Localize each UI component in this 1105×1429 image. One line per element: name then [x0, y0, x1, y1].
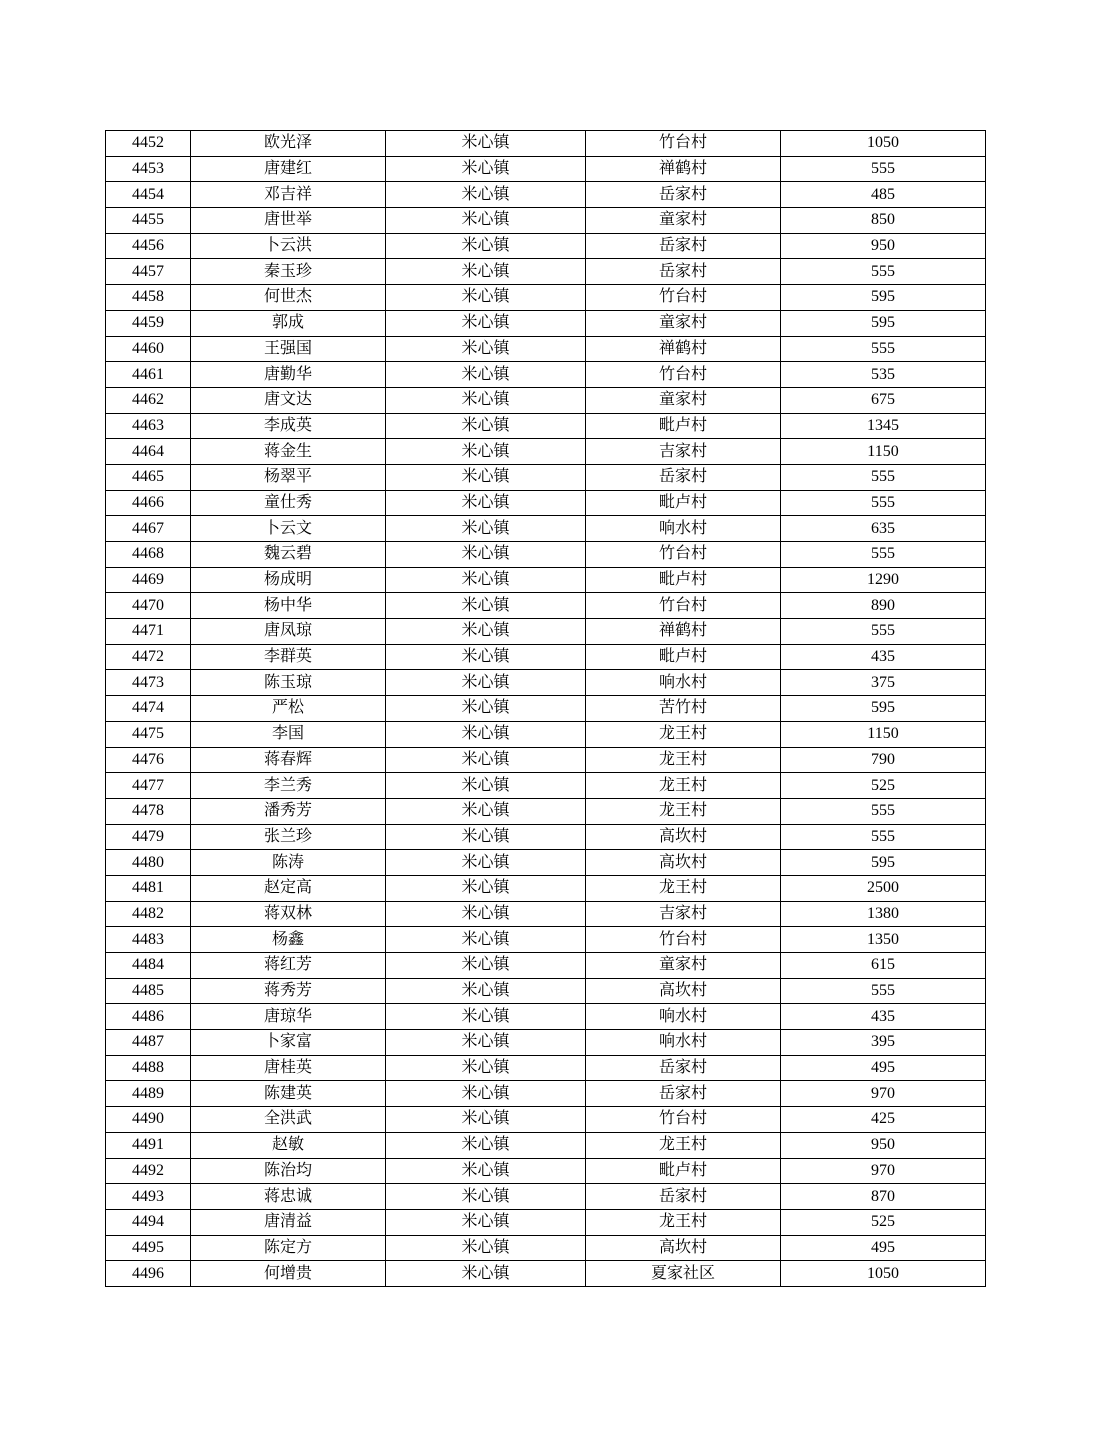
serial-number-cell: 4489: [106, 1081, 191, 1107]
town-cell: 米心镇: [386, 490, 586, 516]
village-cell: 毗卢村: [586, 413, 781, 439]
serial-number-cell: 4469: [106, 567, 191, 593]
town-cell: 米心镇: [386, 439, 586, 465]
amount-cell: 1345: [781, 413, 986, 439]
serial-number-cell: 4487: [106, 1030, 191, 1056]
town-cell: 米心镇: [386, 773, 586, 799]
village-cell: 竹台村: [586, 593, 781, 619]
table-row: [106, 1209, 986, 1235]
table-row: [106, 593, 986, 619]
village-cell: 岳家村: [586, 233, 781, 259]
table-row: [106, 619, 986, 645]
serial-number-cell: 4492: [106, 1158, 191, 1184]
town-cell: 米心镇: [386, 978, 586, 1004]
village-cell: 禅鹤村: [586, 336, 781, 362]
serial-number-cell: 4454: [106, 182, 191, 208]
town-cell: 米心镇: [386, 721, 586, 747]
serial-number-cell: 4488: [106, 1055, 191, 1081]
town-cell: 米心镇: [386, 131, 586, 157]
village-cell: 毗卢村: [586, 567, 781, 593]
village-cell: 响水村: [586, 670, 781, 696]
person-name-cell: 张兰珍: [191, 824, 386, 850]
person-name-cell: 魏云碧: [191, 542, 386, 568]
town-cell: 米心镇: [386, 413, 586, 439]
village-cell: 龙王村: [586, 1132, 781, 1158]
person-name-cell: 唐琼华: [191, 1004, 386, 1030]
person-name-cell: 秦玉珍: [191, 259, 386, 285]
town-cell: 米心镇: [386, 259, 586, 285]
table-row: [106, 567, 986, 593]
town-cell: 米心镇: [386, 516, 586, 542]
serial-number-cell: 4466: [106, 490, 191, 516]
village-cell: 禅鹤村: [586, 156, 781, 182]
person-name-cell: 何世杰: [191, 285, 386, 311]
table-row: [106, 824, 986, 850]
serial-number-cell: 4481: [106, 875, 191, 901]
person-name-cell: 欧光泽: [191, 131, 386, 157]
village-cell: 童家村: [586, 208, 781, 234]
serial-number-cell: 4455: [106, 208, 191, 234]
town-cell: 米心镇: [386, 182, 586, 208]
table-row: [106, 413, 986, 439]
town-cell: 米心镇: [386, 1107, 586, 1133]
person-name-cell: 唐勤华: [191, 362, 386, 388]
town-cell: 米心镇: [386, 1235, 586, 1261]
table-row: [106, 1030, 986, 1056]
village-cell: 夏家社区: [586, 1261, 781, 1287]
serial-number-cell: 4456: [106, 233, 191, 259]
village-cell: 高坎村: [586, 1235, 781, 1261]
table-row: [106, 773, 986, 799]
table-row: [106, 875, 986, 901]
serial-number-cell: 4479: [106, 824, 191, 850]
person-name-cell: 何增贵: [191, 1261, 386, 1287]
town-cell: 米心镇: [386, 542, 586, 568]
village-cell: 童家村: [586, 310, 781, 336]
person-name-cell: 卜云洪: [191, 233, 386, 259]
village-cell: 竹台村: [586, 927, 781, 953]
serial-number-cell: 4464: [106, 439, 191, 465]
serial-number-cell: 4480: [106, 850, 191, 876]
town-cell: 米心镇: [386, 233, 586, 259]
village-cell: 童家村: [586, 953, 781, 979]
person-name-cell: 全洪武: [191, 1107, 386, 1133]
person-name-cell: 唐世举: [191, 208, 386, 234]
person-name-cell: 郭成: [191, 310, 386, 336]
person-name-cell: 李国: [191, 721, 386, 747]
table-row: [106, 978, 986, 1004]
person-name-cell: 蒋金生: [191, 439, 386, 465]
village-cell: 龙王村: [586, 721, 781, 747]
village-cell: 高坎村: [586, 850, 781, 876]
town-cell: 米心镇: [386, 208, 586, 234]
amount-cell: 1150: [781, 439, 986, 465]
amount-cell: 1290: [781, 567, 986, 593]
amount-cell: 1050: [781, 131, 986, 157]
town-cell: 米心镇: [386, 336, 586, 362]
amount-cell: 595: [781, 850, 986, 876]
table-row: [106, 721, 986, 747]
town-cell: 米心镇: [386, 1004, 586, 1030]
town-cell: 米心镇: [386, 1030, 586, 1056]
person-name-cell: 蒋春辉: [191, 747, 386, 773]
serial-number-cell: 4485: [106, 978, 191, 1004]
amount-cell: 555: [781, 464, 986, 490]
amount-cell: 850: [781, 208, 986, 234]
payment-table: [105, 130, 986, 1287]
town-cell: 米心镇: [386, 310, 586, 336]
table-row: [106, 1184, 986, 1210]
amount-cell: 1380: [781, 901, 986, 927]
serial-number-cell: 4490: [106, 1107, 191, 1133]
person-name-cell: 陈定方: [191, 1235, 386, 1261]
amount-cell: 495: [781, 1235, 986, 1261]
amount-cell: 555: [781, 978, 986, 1004]
amount-cell: 555: [781, 542, 986, 568]
village-cell: 毗卢村: [586, 1158, 781, 1184]
town-cell: 米心镇: [386, 1081, 586, 1107]
amount-cell: 555: [781, 619, 986, 645]
person-name-cell: 杨翠平: [191, 464, 386, 490]
serial-number-cell: 4495: [106, 1235, 191, 1261]
person-name-cell: 童仕秀: [191, 490, 386, 516]
amount-cell: 425: [781, 1107, 986, 1133]
town-cell: 米心镇: [386, 798, 586, 824]
table-row: [106, 1158, 986, 1184]
village-cell: 禅鹤村: [586, 619, 781, 645]
table-row: [106, 1055, 986, 1081]
village-cell: 高坎村: [586, 978, 781, 1004]
serial-number-cell: 4476: [106, 747, 191, 773]
table-row: [106, 310, 986, 336]
town-cell: 米心镇: [386, 1261, 586, 1287]
village-cell: 龙王村: [586, 798, 781, 824]
table-row: [106, 747, 986, 773]
amount-cell: 870: [781, 1184, 986, 1210]
town-cell: 米心镇: [386, 387, 586, 413]
table-row: [106, 131, 986, 157]
table-row: [106, 1107, 986, 1133]
village-cell: 岳家村: [586, 1055, 781, 1081]
serial-number-cell: 4491: [106, 1132, 191, 1158]
serial-number-cell: 4460: [106, 336, 191, 362]
amount-cell: 555: [781, 490, 986, 516]
village-cell: 响水村: [586, 1030, 781, 1056]
table-row: [106, 798, 986, 824]
person-name-cell: 唐文达: [191, 387, 386, 413]
person-name-cell: 陈建英: [191, 1081, 386, 1107]
person-name-cell: 卜家富: [191, 1030, 386, 1056]
serial-number-cell: 4494: [106, 1209, 191, 1235]
village-cell: 苦竹村: [586, 696, 781, 722]
person-name-cell: 唐凤琼: [191, 619, 386, 645]
person-name-cell: 蒋双林: [191, 901, 386, 927]
village-cell: 龙王村: [586, 1209, 781, 1235]
serial-number-cell: 4453: [106, 156, 191, 182]
town-cell: 米心镇: [386, 1184, 586, 1210]
town-cell: 米心镇: [386, 464, 586, 490]
serial-number-cell: 4478: [106, 798, 191, 824]
serial-number-cell: 4452: [106, 131, 191, 157]
table-row: [106, 336, 986, 362]
town-cell: 米心镇: [386, 747, 586, 773]
amount-cell: 675: [781, 387, 986, 413]
table-row: [106, 1261, 986, 1287]
village-cell: 童家村: [586, 387, 781, 413]
person-name-cell: 蒋秀芳: [191, 978, 386, 1004]
town-cell: 米心镇: [386, 850, 586, 876]
table-row: [106, 644, 986, 670]
amount-cell: 615: [781, 953, 986, 979]
town-cell: 米心镇: [386, 696, 586, 722]
serial-number-cell: 4471: [106, 619, 191, 645]
amount-cell: 485: [781, 182, 986, 208]
table-body: [106, 131, 986, 1287]
amount-cell: 555: [781, 798, 986, 824]
amount-cell: 555: [781, 824, 986, 850]
table-row: [106, 1081, 986, 1107]
amount-cell: 595: [781, 696, 986, 722]
amount-cell: 535: [781, 362, 986, 388]
amount-cell: 525: [781, 1209, 986, 1235]
serial-number-cell: 4458: [106, 285, 191, 311]
serial-number-cell: 4482: [106, 901, 191, 927]
serial-number-cell: 4457: [106, 259, 191, 285]
town-cell: 米心镇: [386, 156, 586, 182]
village-cell: 毗卢村: [586, 644, 781, 670]
amount-cell: 435: [781, 1004, 986, 1030]
amount-cell: 970: [781, 1158, 986, 1184]
table-row: [106, 439, 986, 465]
town-cell: 米心镇: [386, 875, 586, 901]
town-cell: 米心镇: [386, 362, 586, 388]
table-row: [106, 182, 986, 208]
serial-number-cell: 4465: [106, 464, 191, 490]
person-name-cell: 唐桂英: [191, 1055, 386, 1081]
town-cell: 米心镇: [386, 1132, 586, 1158]
town-cell: 米心镇: [386, 1055, 586, 1081]
amount-cell: 555: [781, 259, 986, 285]
amount-cell: 375: [781, 670, 986, 696]
person-name-cell: 李成英: [191, 413, 386, 439]
village-cell: 龙王村: [586, 773, 781, 799]
village-cell: 岳家村: [586, 1081, 781, 1107]
table-row: [106, 1004, 986, 1030]
town-cell: 米心镇: [386, 644, 586, 670]
serial-number-cell: 4468: [106, 542, 191, 568]
village-cell: 吉家村: [586, 901, 781, 927]
amount-cell: 395: [781, 1030, 986, 1056]
serial-number-cell: 4486: [106, 1004, 191, 1030]
person-name-cell: 邓吉祥: [191, 182, 386, 208]
village-cell: 龙王村: [586, 747, 781, 773]
amount-cell: 2500: [781, 875, 986, 901]
person-name-cell: 陈治均: [191, 1158, 386, 1184]
serial-number-cell: 4463: [106, 413, 191, 439]
table-row: [106, 516, 986, 542]
table-row: [106, 670, 986, 696]
amount-cell: 635: [781, 516, 986, 542]
town-cell: 米心镇: [386, 1158, 586, 1184]
table-row: [106, 953, 986, 979]
amount-cell: 595: [781, 285, 986, 311]
table-row: [106, 1235, 986, 1261]
amount-cell: 1050: [781, 1261, 986, 1287]
serial-number-cell: 4475: [106, 721, 191, 747]
village-cell: 竹台村: [586, 131, 781, 157]
amount-cell: 890: [781, 593, 986, 619]
table-row: [106, 850, 986, 876]
village-cell: 岳家村: [586, 259, 781, 285]
table-row: [106, 542, 986, 568]
person-name-cell: 李群英: [191, 644, 386, 670]
table-row: [106, 362, 986, 388]
person-name-cell: 严松: [191, 696, 386, 722]
town-cell: 米心镇: [386, 619, 586, 645]
person-name-cell: 杨鑫: [191, 927, 386, 953]
serial-number-cell: 4473: [106, 670, 191, 696]
person-name-cell: 陈玉琼: [191, 670, 386, 696]
village-cell: 岳家村: [586, 1184, 781, 1210]
amount-cell: 495: [781, 1055, 986, 1081]
serial-number-cell: 4493: [106, 1184, 191, 1210]
town-cell: 米心镇: [386, 927, 586, 953]
table-row: [106, 156, 986, 182]
person-name-cell: 蒋红芳: [191, 953, 386, 979]
person-name-cell: 唐建红: [191, 156, 386, 182]
village-cell: 竹台村: [586, 362, 781, 388]
serial-number-cell: 4477: [106, 773, 191, 799]
town-cell: 米心镇: [386, 567, 586, 593]
amount-cell: 555: [781, 336, 986, 362]
serial-number-cell: 4467: [106, 516, 191, 542]
serial-number-cell: 4474: [106, 696, 191, 722]
person-name-cell: 赵敏: [191, 1132, 386, 1158]
serial-number-cell: 4496: [106, 1261, 191, 1287]
table-row: [106, 464, 986, 490]
town-cell: 米心镇: [386, 593, 586, 619]
table-row: [106, 901, 986, 927]
village-cell: 吉家村: [586, 439, 781, 465]
amount-cell: 555: [781, 156, 986, 182]
serial-number-cell: 4462: [106, 387, 191, 413]
person-name-cell: 赵定高: [191, 875, 386, 901]
table-row: [106, 927, 986, 953]
town-cell: 米心镇: [386, 670, 586, 696]
person-name-cell: 王强国: [191, 336, 386, 362]
village-cell: 岳家村: [586, 182, 781, 208]
amount-cell: 595: [781, 310, 986, 336]
serial-number-cell: 4484: [106, 953, 191, 979]
village-cell: 响水村: [586, 516, 781, 542]
amount-cell: 1150: [781, 721, 986, 747]
village-cell: 龙王村: [586, 875, 781, 901]
table-row: [106, 208, 986, 234]
amount-cell: 435: [781, 644, 986, 670]
amount-cell: 790: [781, 747, 986, 773]
village-cell: 响水村: [586, 1004, 781, 1030]
serial-number-cell: 4461: [106, 362, 191, 388]
town-cell: 米心镇: [386, 1209, 586, 1235]
table-row: [106, 285, 986, 311]
village-cell: 竹台村: [586, 285, 781, 311]
person-name-cell: 李兰秀: [191, 773, 386, 799]
town-cell: 米心镇: [386, 824, 586, 850]
serial-number-cell: 4483: [106, 927, 191, 953]
serial-number-cell: 4470: [106, 593, 191, 619]
table-row: [106, 259, 986, 285]
table-row: [106, 696, 986, 722]
person-name-cell: 杨成明: [191, 567, 386, 593]
amount-cell: 950: [781, 233, 986, 259]
amount-cell: 950: [781, 1132, 986, 1158]
table-row: [106, 1132, 986, 1158]
village-cell: 毗卢村: [586, 490, 781, 516]
person-name-cell: 陈涛: [191, 850, 386, 876]
person-name-cell: 潘秀芳: [191, 798, 386, 824]
person-name-cell: 卜云文: [191, 516, 386, 542]
town-cell: 米心镇: [386, 901, 586, 927]
table-row: [106, 233, 986, 259]
amount-cell: 970: [781, 1081, 986, 1107]
serial-number-cell: 4472: [106, 644, 191, 670]
table-row: [106, 490, 986, 516]
person-name-cell: 蒋忠诚: [191, 1184, 386, 1210]
village-cell: 竹台村: [586, 542, 781, 568]
amount-cell: 525: [781, 773, 986, 799]
town-cell: 米心镇: [386, 953, 586, 979]
village-cell: 岳家村: [586, 464, 781, 490]
person-name-cell: 杨中华: [191, 593, 386, 619]
serial-number-cell: 4459: [106, 310, 191, 336]
table-row: [106, 387, 986, 413]
town-cell: 米心镇: [386, 285, 586, 311]
amount-cell: 1350: [781, 927, 986, 953]
village-cell: 高坎村: [586, 824, 781, 850]
village-cell: 竹台村: [586, 1107, 781, 1133]
person-name-cell: 唐清益: [191, 1209, 386, 1235]
